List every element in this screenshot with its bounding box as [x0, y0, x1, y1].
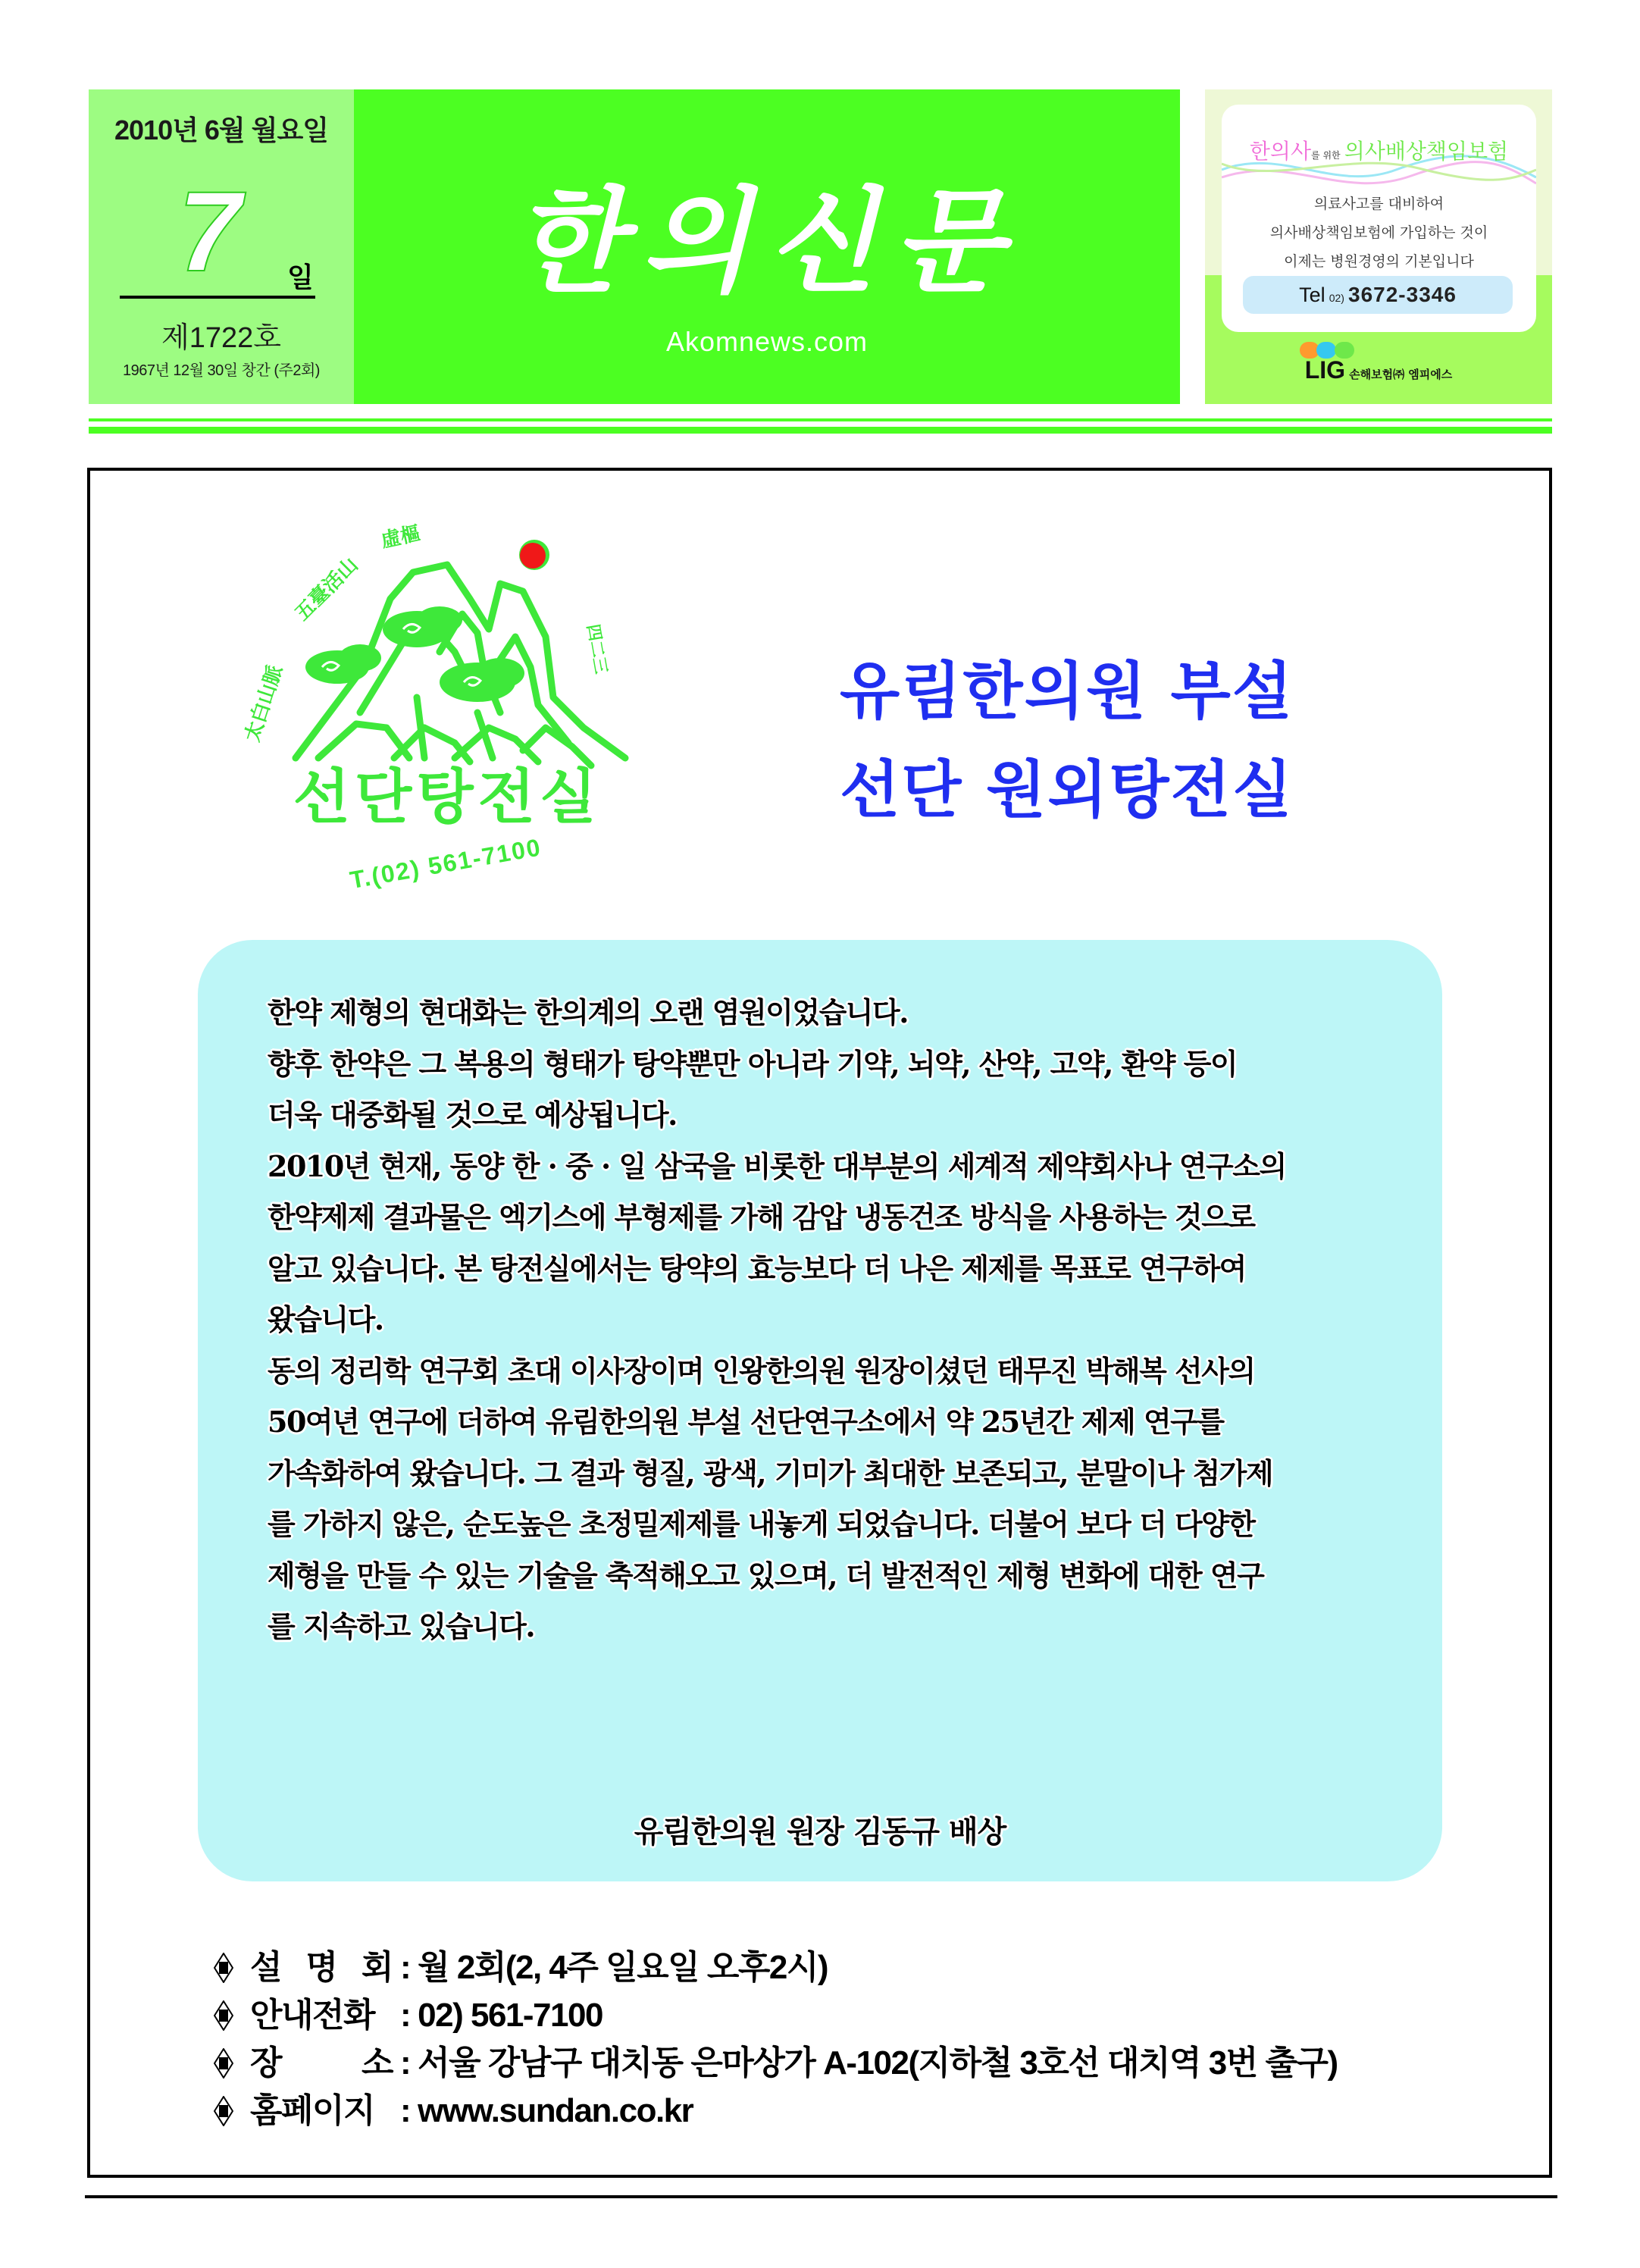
ad-body-line: 의료사고를 대비하여 — [1313, 196, 1444, 212]
masthead-rule-thin — [89, 418, 1552, 421]
message-line: 왔습니다. — [268, 1302, 383, 1336]
svg-text:선단탕전실: 선단탕전실 — [293, 763, 602, 832]
svg-text:四二三: 四二三 — [583, 622, 612, 676]
headline-line-1: 유림한의원 부설 — [840, 656, 1294, 728]
message-body — [268, 987, 1389, 1652]
message-line: 를 가하지 않은, 순도높은 초정밀제제를 내놓게 되었습니다. 더불어 보다 더 다양한 — [268, 1507, 1255, 1541]
ad-headline-green: 의사배상책임보험 — [1344, 139, 1509, 164]
clinic-headline — [840, 643, 1294, 840]
message-line: 향후 한약은 그 복용의 형태가 탕약뿐만 아니라 기약, 뇌약, 산약, 고약, 환약 등이 — [268, 1046, 1238, 1081]
day-suffix: 일 — [287, 262, 314, 293]
message-box — [198, 940, 1442, 1881]
ad-headline — [1222, 135, 1536, 165]
info-label: 안내전화 — [250, 1997, 375, 2034]
ad-brand-lig: LIG — [1304, 356, 1346, 384]
info-label: 설 명 회 — [250, 1949, 393, 1986]
message-line: 2010년 현재, 동양 한 · 중 · 일 삼국을 비롯한 대부분의 세계적 제약회사나 연구소의 — [268, 1148, 1286, 1183]
info-row-homepage — [214, 2087, 1338, 2135]
message-line: 50여년 연구에 더하여 유림한의원 부설 선단연구소에서 약 25년간 제제 연구를 — [268, 1405, 1224, 1439]
info-label: 장 소 — [250, 2044, 393, 2082]
info-label: 홈페이지 — [250, 2092, 375, 2129]
info-row-phone — [214, 1991, 1338, 2039]
day-number: 7 — [178, 168, 242, 295]
message-line: 알고 있습니다. 본 탕전실에서는 탕약의 효능보다 더 나은 제제를 목표로 연구하여 — [268, 1251, 1246, 1286]
date-divider — [120, 296, 315, 299]
ad-body — [1222, 190, 1536, 276]
ad-phone-area: 02) — [1329, 292, 1344, 304]
ad-headline-pink: 한의사 — [1249, 139, 1312, 164]
newspaper-title-panel — [354, 89, 1180, 404]
message-line: 를 지속하고 있습니다. — [268, 1609, 535, 1643]
ad-body-line: 의사배상책임보험에 가입하는 것이 — [1269, 224, 1488, 241]
info-value-phone[interactable]: 02) 561-7100 — [418, 1997, 602, 2034]
ad-body-line: 이제는 병원경영의 기본입니다 — [1284, 253, 1474, 270]
info-list — [214, 1944, 1338, 2135]
ad-card — [1222, 105, 1536, 332]
message-line: 한약 제형의 현대화는 한의계의 오랜 염원이었습니다. — [268, 995, 908, 1029]
info-separator: : — [400, 2092, 411, 2129]
info-row-location — [214, 2039, 1338, 2087]
svg-text:太白山脈: 太白山脈 — [241, 662, 287, 745]
ad-brand-name: 손해보험㈜ 엠피에스 — [1349, 368, 1453, 381]
publication-date: 2010년 6월 월요일 — [114, 114, 328, 146]
info-value: 월 2회(2, 4주 일요일 오후2시) — [418, 1949, 828, 1986]
diamond-bullet-icon — [214, 2048, 233, 2078]
ad-phone-number: 3672-3346 — [1348, 283, 1457, 306]
info-separator: : — [400, 1997, 411, 2034]
sundan-logo-icon — [227, 500, 667, 925]
ad-phone-label: Tel — [1299, 284, 1325, 306]
headline-line-2: 선단 원외탕전실 — [840, 754, 1294, 826]
footer-rule — [85, 2195, 1557, 2198]
info-separator: : — [400, 2044, 411, 2082]
info-row-briefing — [214, 1944, 1338, 1991]
ad-brand — [1205, 356, 1552, 384]
svg-text:五臺活山: 五臺活山 — [290, 553, 363, 625]
message-line: 제형을 만들 수 있는 기술을 축적해오고 있으며, 더 발전적인 제형 변화에 대한 연구 — [268, 1558, 1264, 1593]
newspaper-url[interactable]: Akomnews.com — [665, 326, 869, 357]
masthead-rule-thick — [89, 427, 1552, 434]
message-signature: 유림한의원 원장 김동규 배상 — [634, 1814, 1006, 1850]
diamond-bullet-icon — [214, 1953, 233, 1983]
message-line: 한약제제 결과물은 엑기스에 부형제를 가해 감압 냉동건조 방식을 사용하는 것으로 — [268, 1200, 1255, 1234]
svg-text:虛樞: 虛樞 — [379, 522, 423, 553]
ad-headline-small: 를 위한 — [1311, 150, 1341, 161]
message-line: 가속화하여 왔습니다. 그 결과 형질, 광색, 기미가 최대한 보존되고, 분말이나 첨가제 — [268, 1455, 1273, 1490]
issue-number: 제1722호 — [161, 322, 281, 354]
diamond-bullet-icon — [214, 2096, 233, 2126]
date-panel — [89, 89, 354, 404]
newspaper-title: 한의신문 — [514, 175, 1020, 309]
info-separator: : — [400, 1949, 411, 1986]
message-line: 더욱 대중화될 것으로 예상됩니다. — [268, 1098, 677, 1132]
insurance-ad[interactable] — [1205, 89, 1552, 404]
founded-note: 1967년 12월 30일 창간 (주2회) — [123, 362, 320, 379]
message-line: 동의 정리학 연구회 초대 이사장이며 인왕한의원 원장이셨던 태무진 박해복 선사의 — [268, 1353, 1255, 1388]
homepage-link[interactable]: www.sundan.co.kr — [418, 2092, 693, 2129]
info-value: 서울 강남구 대치동 은마상가 A-102(지하철 3호선 대치역 3번 출구) — [418, 2044, 1338, 2082]
ad-phone[interactable] — [1243, 276, 1513, 314]
diamond-bullet-icon — [214, 2000, 233, 2031]
svg-text:T.(02) 561-7100: T.(02) 561-7100 — [347, 833, 544, 894]
